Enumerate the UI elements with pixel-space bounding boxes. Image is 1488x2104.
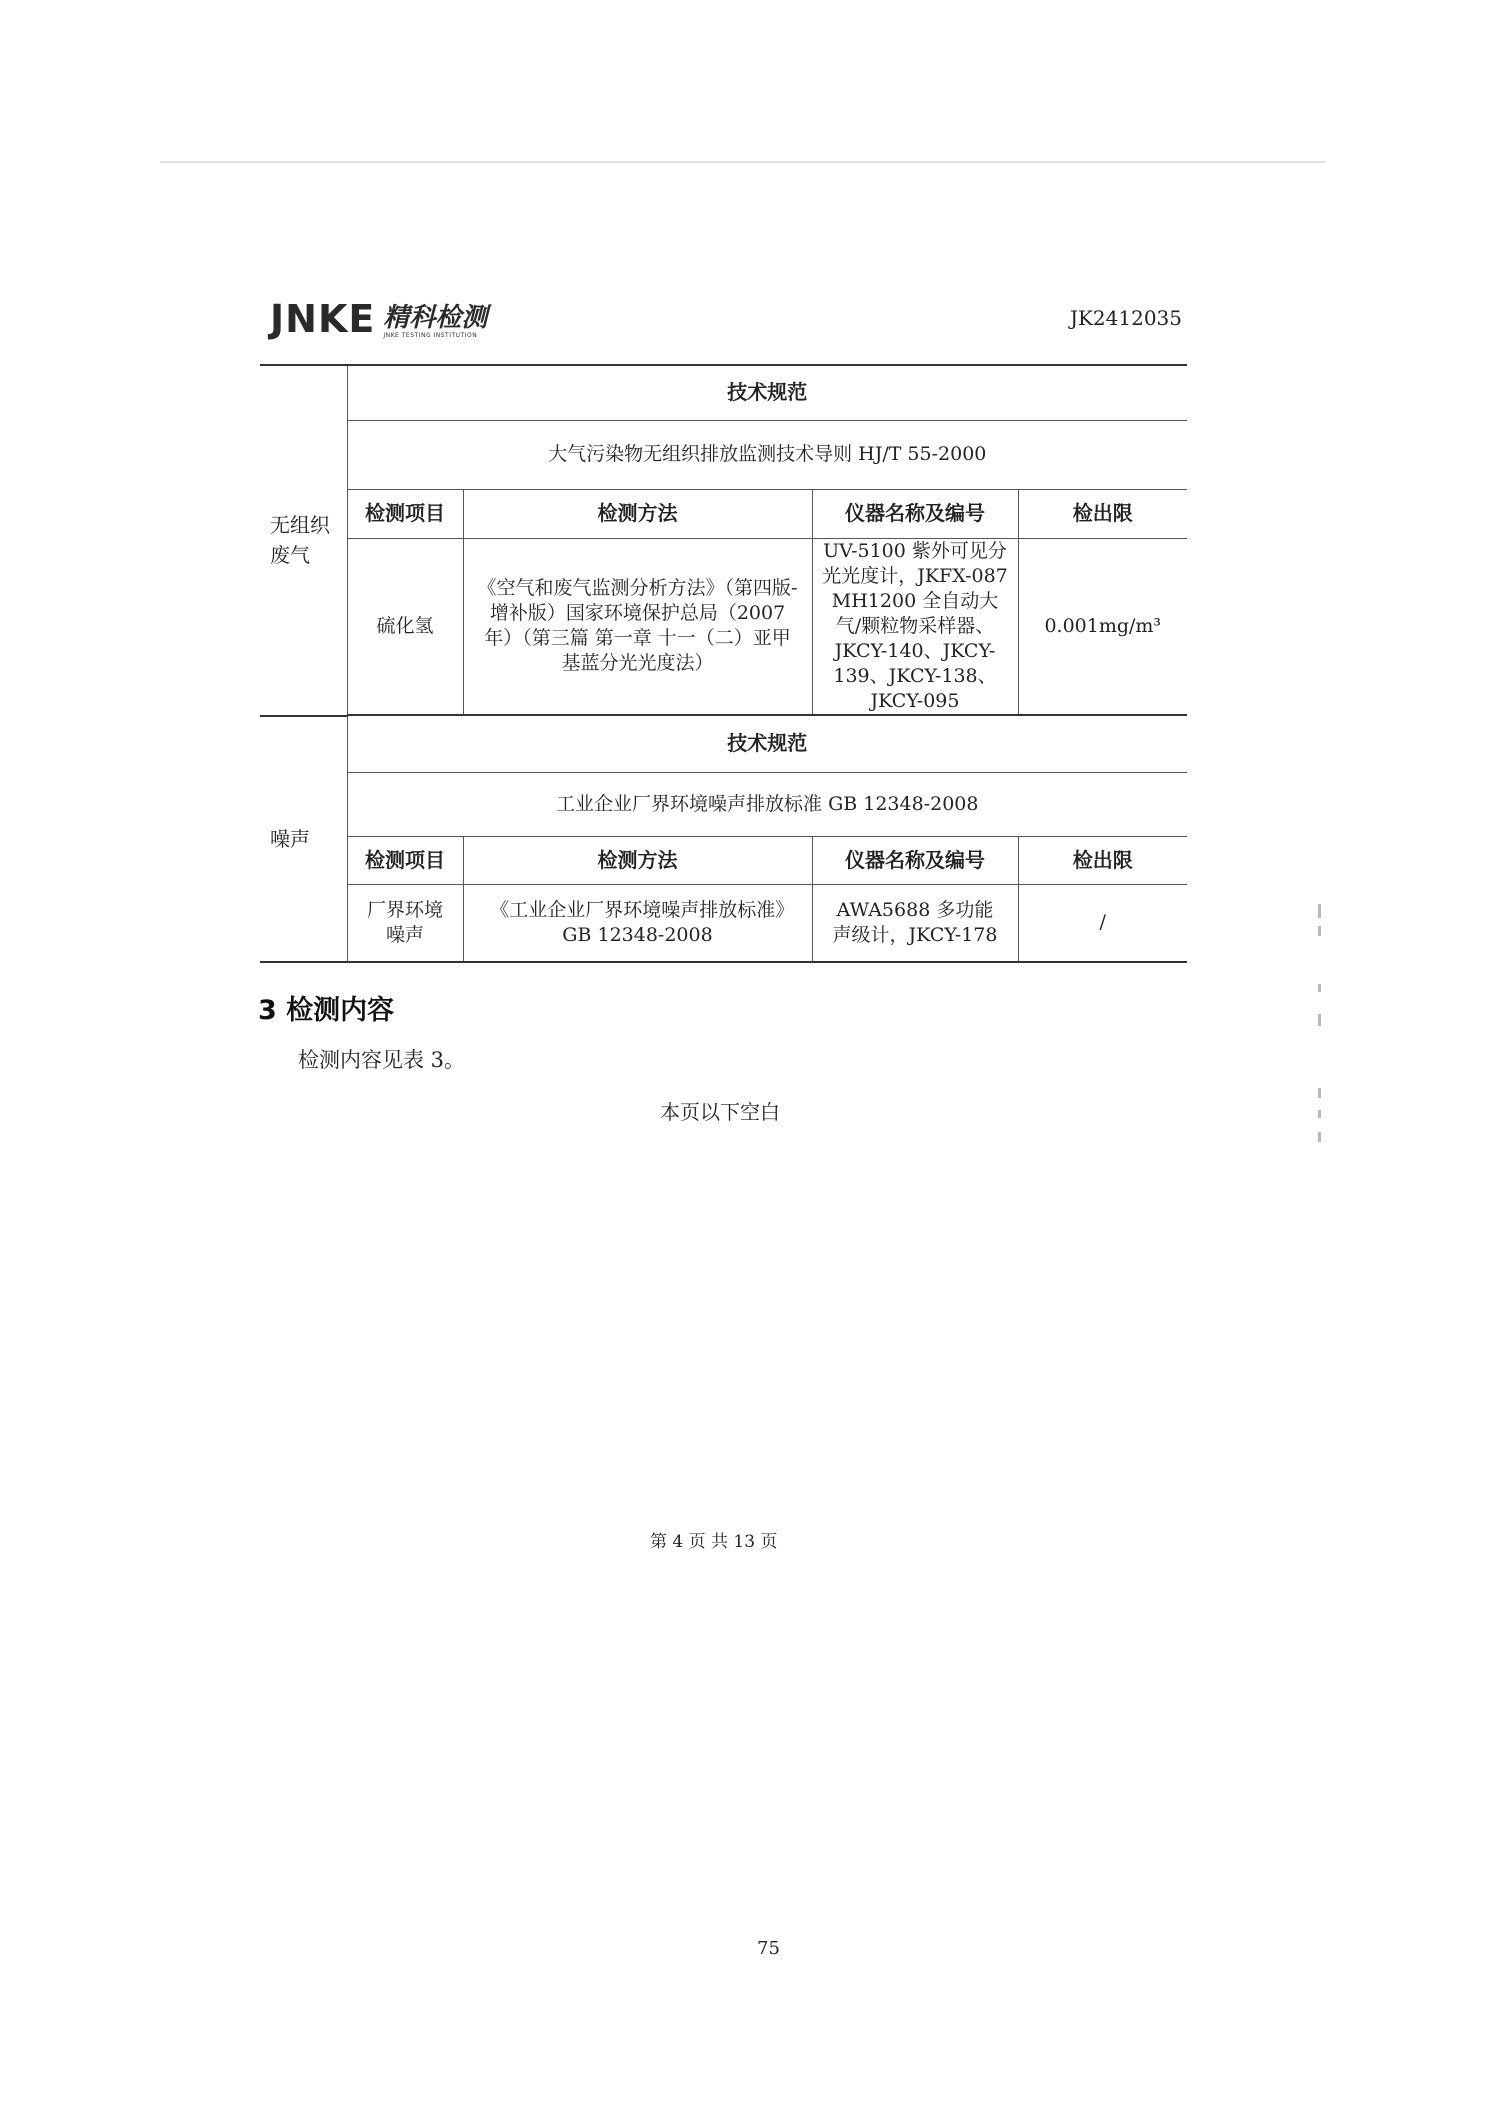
method-cell: 《工业企业厂界环境噪声排放标准》GB 12348-2008 [463,885,812,962]
col-header-item: 检测项目 [347,489,463,538]
section2-spec-header-row [260,716,1187,773]
category-cell-gas [260,365,347,716]
logo-sub-text: JNKE TESTING INSTITUTION [383,332,478,339]
col-header-method: 检测方法 [463,489,812,538]
margin-scan-marks [1318,904,1324,1144]
method-table [260,364,1187,963]
section2-spec-row [260,773,1187,837]
logo-cn-block [383,304,487,339]
page-number: 75 [757,1938,780,1959]
spec-text: 大气污染物无组织排放监测技术导则 HJ/T 55-2000 [347,420,1187,489]
instrument-cell: AWA5688 多功能声级计，JKCY-178 [812,885,1018,962]
logo-cn-name: 精科检测 [383,303,488,333]
category-label: 噪声 [270,826,310,851]
item-cell: 厂界环境噪声 [347,885,463,962]
col-header-item: 检测项目 [347,837,463,885]
col-header-instrument: 仪器名称及编号 [812,489,1018,538]
top-rule [160,161,1326,163]
table-row [260,885,1187,962]
col-header-limit: 检出限 [1018,489,1187,538]
section-body: 检测内容见表 3。 [298,1048,466,1072]
table-row [260,538,1187,715]
logo-mark: JNKE [270,297,376,341]
col-header-instrument: 仪器名称及编号 [812,837,1018,885]
page-count: 第 4 页 共 13 页 [650,1532,778,1552]
section-title: 3 检测内容 [258,995,395,1026]
section1-col-header-row [260,489,1187,538]
category-label: 无组织废气 [270,513,330,568]
col-header-limit: 检出限 [1018,837,1187,885]
section1-spec-header-row [260,365,1187,420]
report-number: JK2412035 [1069,306,1182,330]
limit-cell: / [1018,885,1187,962]
category-cell-noise [260,716,347,962]
limit-cell: 0.001mg/m³ [1018,538,1187,715]
spec-header: 技术规范 [347,365,1187,420]
blank-note: 本页以下空白 [660,1100,780,1124]
section2-col-header-row [260,837,1187,885]
col-header-method: 检测方法 [463,837,812,885]
instrument-cell: UV-5100 紫外可见分光光度计，JKFX-087 MH1200 全自动大气/颗粒物采样器、JKCY-140、JKCY-139、JKCY-138、JKCY-095 [812,538,1018,715]
section1-spec-row [260,420,1187,489]
company-logo [270,295,487,339]
method-cell: 《空气和废气监测分析方法》（第四版-增补版）国家环境保护总局（2007年）（第三篇 第一章 十一（二）亚甲基蓝分光光度法） [463,538,812,715]
item-cell: 硫化氢 [347,538,463,715]
spec-text: 工业企业厂界环境噪声排放标准 GB 12348-2008 [347,773,1187,837]
spec-header: 技术规范 [347,716,1187,773]
